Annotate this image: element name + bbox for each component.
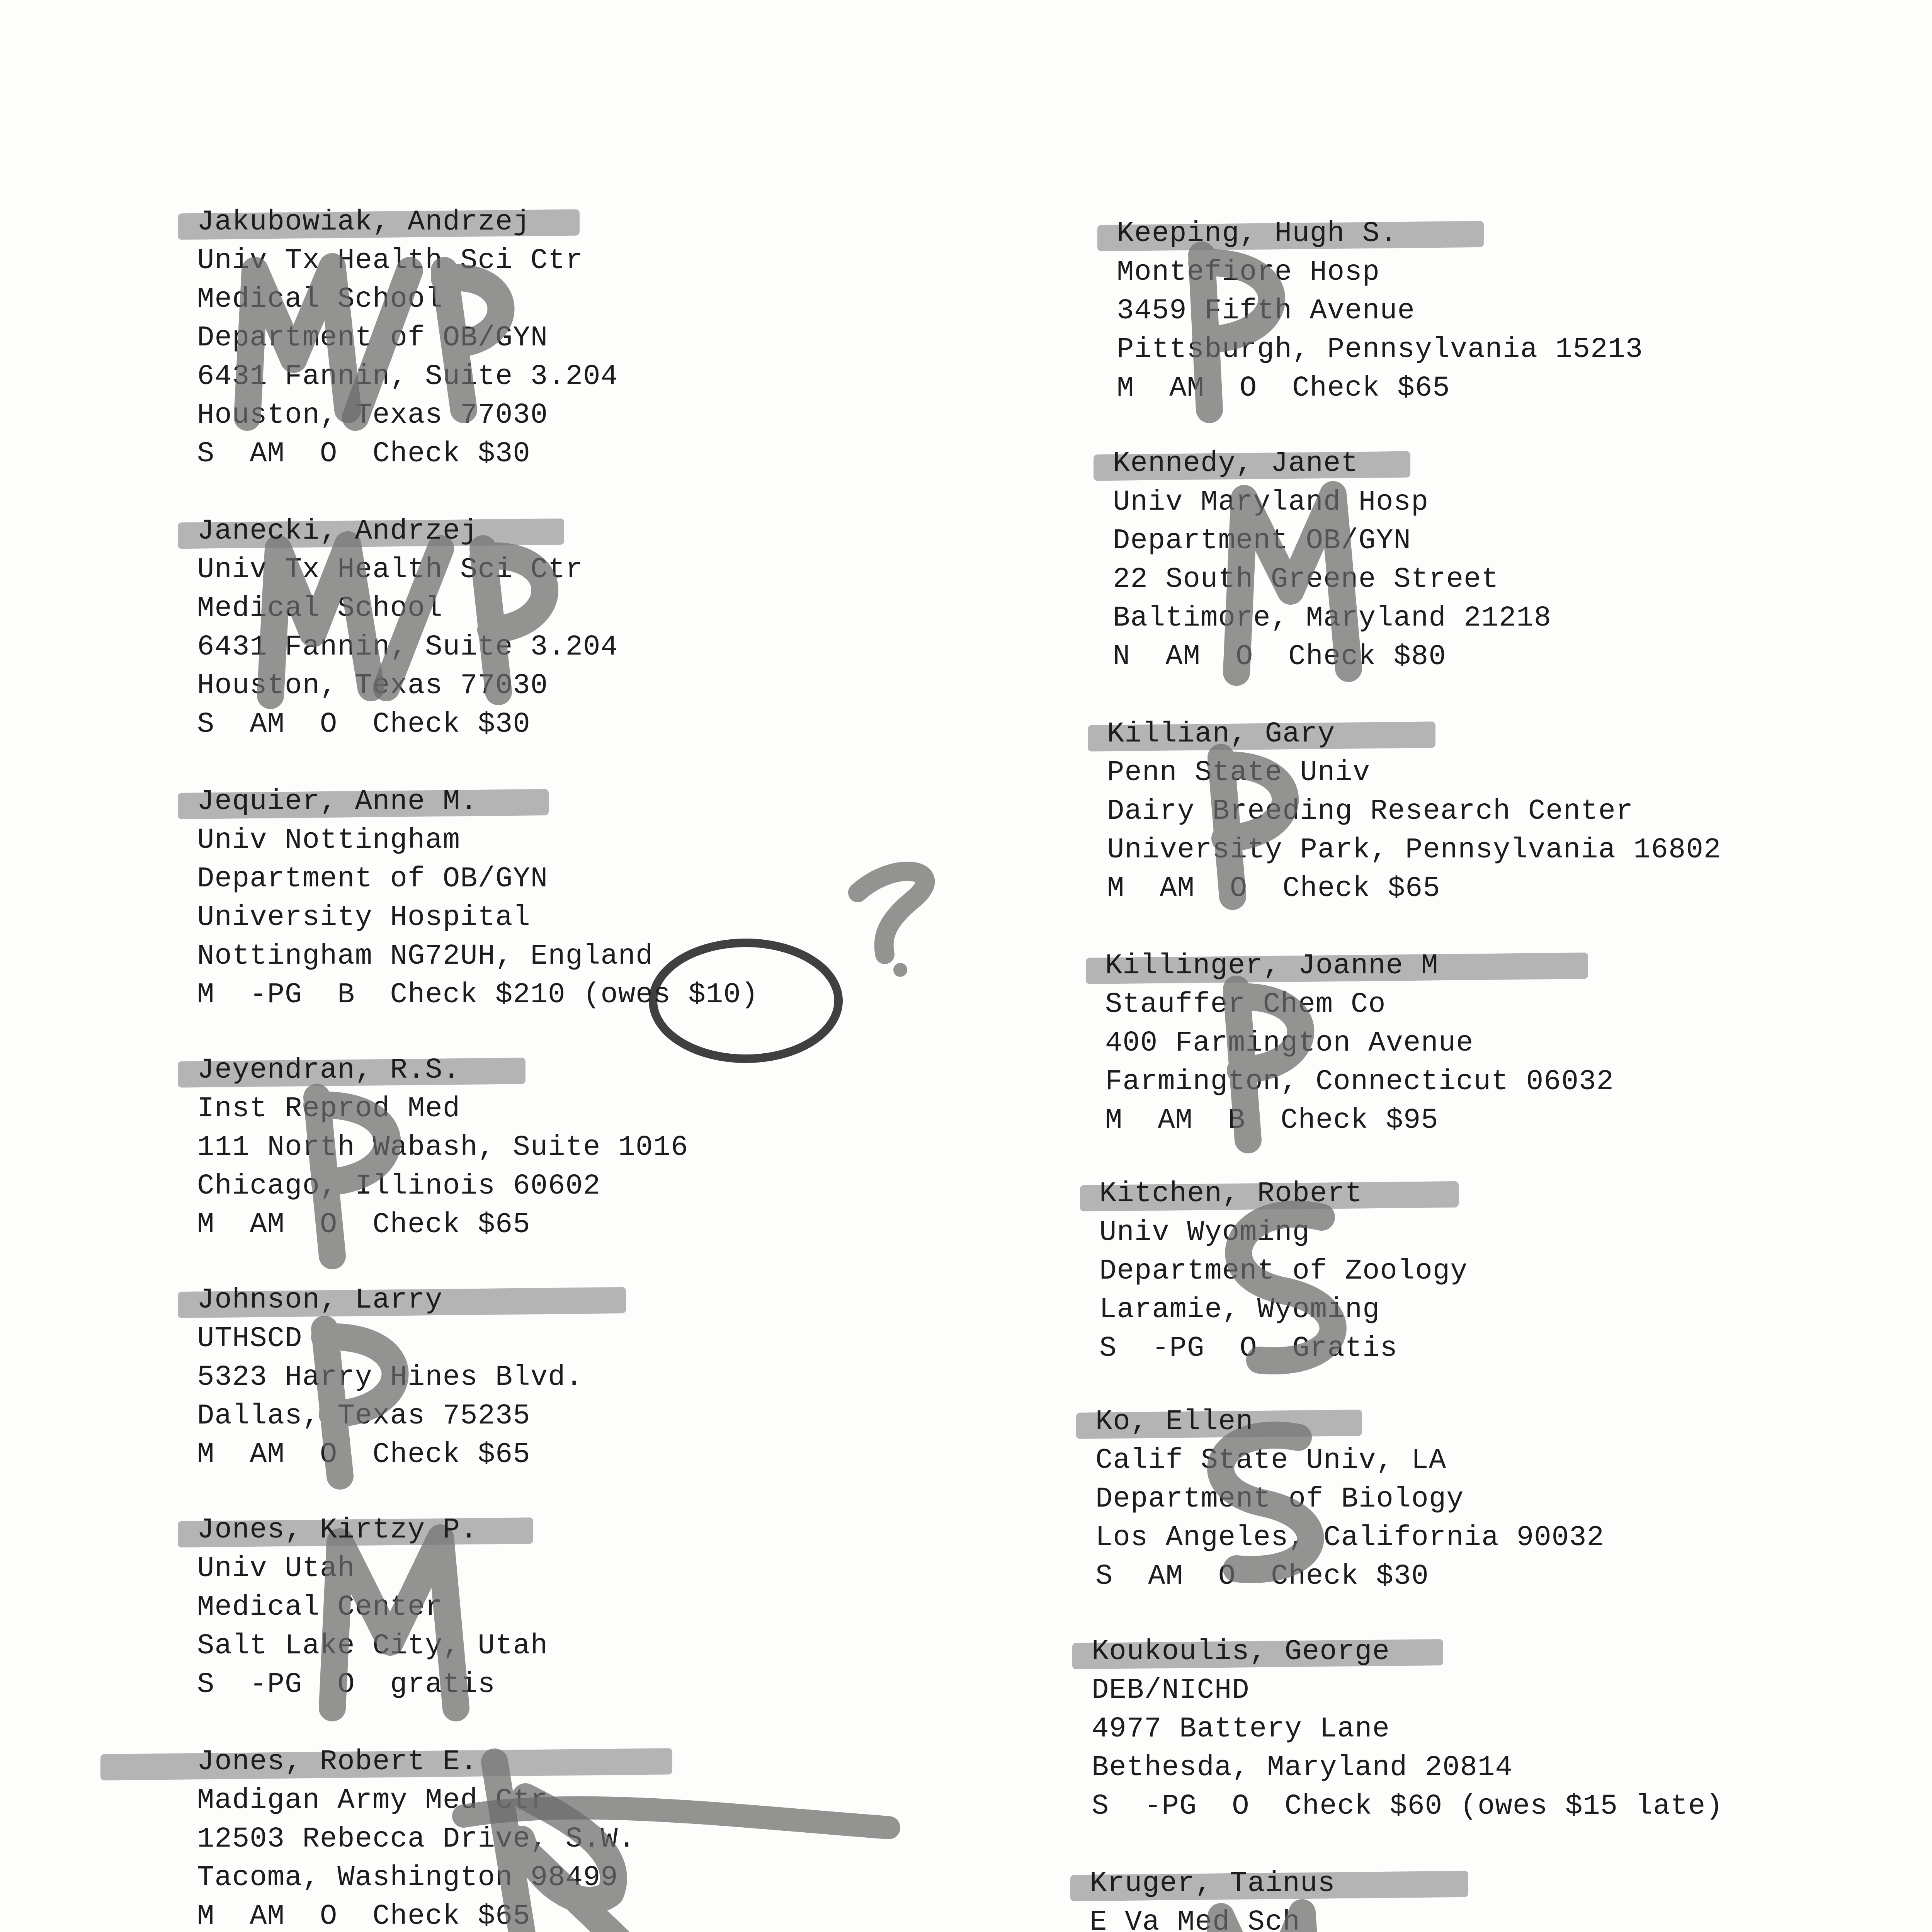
entry-killinger bbox=[1105, 947, 1614, 1140]
entry-line: Inst Reprod Med bbox=[197, 1093, 461, 1125]
entry-jequier bbox=[197, 782, 759, 1014]
entry-line: Department OB/GYN bbox=[1113, 525, 1411, 557]
entry-line: Laramie, Wyoming bbox=[1099, 1294, 1380, 1326]
entry-line: M -PG B Check $210 (owes $10) bbox=[197, 979, 759, 1011]
entry-line: Bethesda, Maryland 20814 bbox=[1092, 1752, 1513, 1784]
entry-line: Univ Tx Health Sci Ctr bbox=[197, 245, 583, 277]
entry-line: M AM B Check $95 bbox=[1105, 1104, 1439, 1137]
entry-name: Kennedy, Janet bbox=[1113, 444, 1551, 483]
entry-line: University Hospital bbox=[197, 901, 531, 934]
entry-name: Jones, Robert E. bbox=[197, 1743, 636, 1781]
entry-line: Univ Tx Health Sci Ctr bbox=[197, 554, 583, 586]
entry-line: Univ Maryland Hosp bbox=[1113, 486, 1429, 519]
entry-line: Houston, Texas 77030 bbox=[197, 670, 548, 702]
entry-name: Kitchen, Robert bbox=[1099, 1175, 1468, 1213]
entry-line: Medical Center bbox=[197, 1591, 443, 1624]
entry-line: Univ Utah bbox=[197, 1553, 355, 1585]
entry-line: Baltimore, Maryland 21218 bbox=[1113, 602, 1552, 634]
entry-koukoulis bbox=[1092, 1633, 1723, 1826]
entry-name: Killinger, Joanne M bbox=[1105, 947, 1614, 985]
entry-line: E Va Med Sch bbox=[1090, 1906, 1300, 1932]
entry-line: 22 South Greene Street bbox=[1113, 563, 1499, 596]
entry-line: Houston, Texas 77030 bbox=[197, 399, 548, 432]
entry-line: M AM O Check $65 bbox=[197, 1900, 531, 1932]
entry-name: Koukoulis, George bbox=[1092, 1633, 1723, 1671]
entry-line: 6431 Fannin, Suite 3.204 bbox=[197, 361, 618, 393]
entry-line: Dallas, Texas 75235 bbox=[197, 1400, 531, 1432]
entry-line: UTHSCD bbox=[197, 1323, 303, 1355]
entry-line: S -PG O Gratis bbox=[1099, 1332, 1398, 1365]
entry-line: Nottingham NG72UH, England bbox=[197, 940, 653, 973]
entry-jeyendran bbox=[197, 1051, 688, 1244]
entry-line: Penn State Univ bbox=[1107, 757, 1371, 789]
entry-line: Chicago, Illinois 60602 bbox=[197, 1170, 601, 1202]
entry-line: Los Angeles, California 90032 bbox=[1095, 1522, 1604, 1554]
entry-line: University Park, Pennsylvania 16802 bbox=[1107, 834, 1721, 866]
entry-line: 12503 Rebecca Drive, S.W. bbox=[197, 1823, 636, 1855]
entry-line: Calif State Univ, LA bbox=[1095, 1444, 1447, 1477]
entry-line: S AM O Check $30 bbox=[197, 438, 531, 470]
entry-line: Univ Nottingham bbox=[197, 824, 461, 857]
entry-line: S AM O Check $30 bbox=[197, 708, 531, 741]
entry-line: Univ Wyoming bbox=[1099, 1216, 1310, 1249]
entry-kennedy bbox=[1113, 444, 1551, 676]
entry-line: Tacoma, Washington 98499 bbox=[197, 1862, 618, 1894]
entry-ko bbox=[1095, 1403, 1604, 1596]
entry-johnson bbox=[197, 1281, 583, 1474]
entry-line: S AM O Check $30 bbox=[1095, 1560, 1429, 1593]
entry-line: Department of OB/GYN bbox=[197, 863, 548, 895]
entry-line: Farmington, Connecticut 06032 bbox=[1105, 1066, 1614, 1098]
entry-name: Jequier, Anne M. bbox=[197, 782, 759, 821]
entry-name: Ko, Ellen bbox=[1095, 1403, 1604, 1441]
entry-line: Dairy Breeding Research Center bbox=[1107, 795, 1634, 828]
entry-name: Killian, Gary bbox=[1107, 715, 1721, 753]
entry-line: M AM O Check $65 bbox=[1107, 872, 1440, 905]
entry-line: 400 Farmington Avenue bbox=[1105, 1027, 1474, 1060]
entry-line: 6431 Fannin, Suite 3.204 bbox=[197, 631, 618, 663]
entry-name: Jones, Kirtzy P. bbox=[197, 1511, 548, 1549]
entry-line: 3459 Fifth Avenue bbox=[1117, 295, 1415, 327]
entry-line: 5323 Harry Hines Blvd. bbox=[197, 1361, 583, 1394]
entry-kruger bbox=[1090, 1864, 1493, 1932]
entry-name: Jakubowiak, Andrzej bbox=[197, 203, 618, 242]
entry-line: Montefiore Hosp bbox=[1117, 256, 1380, 289]
entry-name: Jeyendran, R.S. bbox=[197, 1051, 688, 1090]
handwritten-mark bbox=[858, 871, 925, 954]
entry-line: S -PG O gratis bbox=[197, 1668, 495, 1701]
entry-line: 111 North Wabash, Suite 1016 bbox=[197, 1131, 689, 1164]
entry-name: Kruger, Tainus bbox=[1090, 1864, 1493, 1903]
entry-line: M AM O Check $65 bbox=[197, 1439, 531, 1471]
entry-line: Salt Lake City, Utah bbox=[197, 1630, 548, 1662]
entry-line: Medical School bbox=[197, 283, 443, 316]
entry-line: M AM O Check $65 bbox=[1117, 372, 1450, 405]
entry-line: Medical School bbox=[197, 592, 443, 625]
entry-janecki bbox=[197, 512, 618, 744]
entry-jones-robert bbox=[197, 1743, 636, 1932]
handwritten-mark bbox=[893, 963, 907, 977]
entry-line: Department of OB/GYN bbox=[197, 322, 548, 354]
entry-killian bbox=[1107, 715, 1721, 908]
entry-kitchen bbox=[1099, 1175, 1468, 1368]
entry-line: 4977 Battery Lane bbox=[1092, 1713, 1390, 1745]
entry-name: Janecki, Andrzej bbox=[197, 512, 618, 551]
entry-line: Madigan Army Med Ctr bbox=[197, 1784, 548, 1817]
entry-line: DEB/NICHD bbox=[1092, 1674, 1250, 1707]
entry-line: M AM O Check $65 bbox=[197, 1209, 531, 1241]
entry-line: Department of Biology bbox=[1095, 1483, 1464, 1515]
entry-line: Stauffer Chem Co bbox=[1105, 988, 1386, 1021]
entry-line: Pittsburgh, Pennsylvania 15213 bbox=[1117, 333, 1643, 366]
entry-line: S -PG O Check $60 (owes $15 late) bbox=[1092, 1787, 1723, 1826]
entry-keeping bbox=[1117, 214, 1643, 408]
entry-line: N AM O Check $80 bbox=[1113, 641, 1446, 673]
entry-jakubowiak bbox=[197, 203, 618, 473]
entry-name: Keeping, Hugh S. bbox=[1117, 214, 1643, 253]
entry-jones-kirtzy bbox=[197, 1511, 548, 1704]
entry-name: Johnson, Larry bbox=[197, 1281, 583, 1320]
entry-line: Department of Zoology bbox=[1099, 1255, 1468, 1287]
